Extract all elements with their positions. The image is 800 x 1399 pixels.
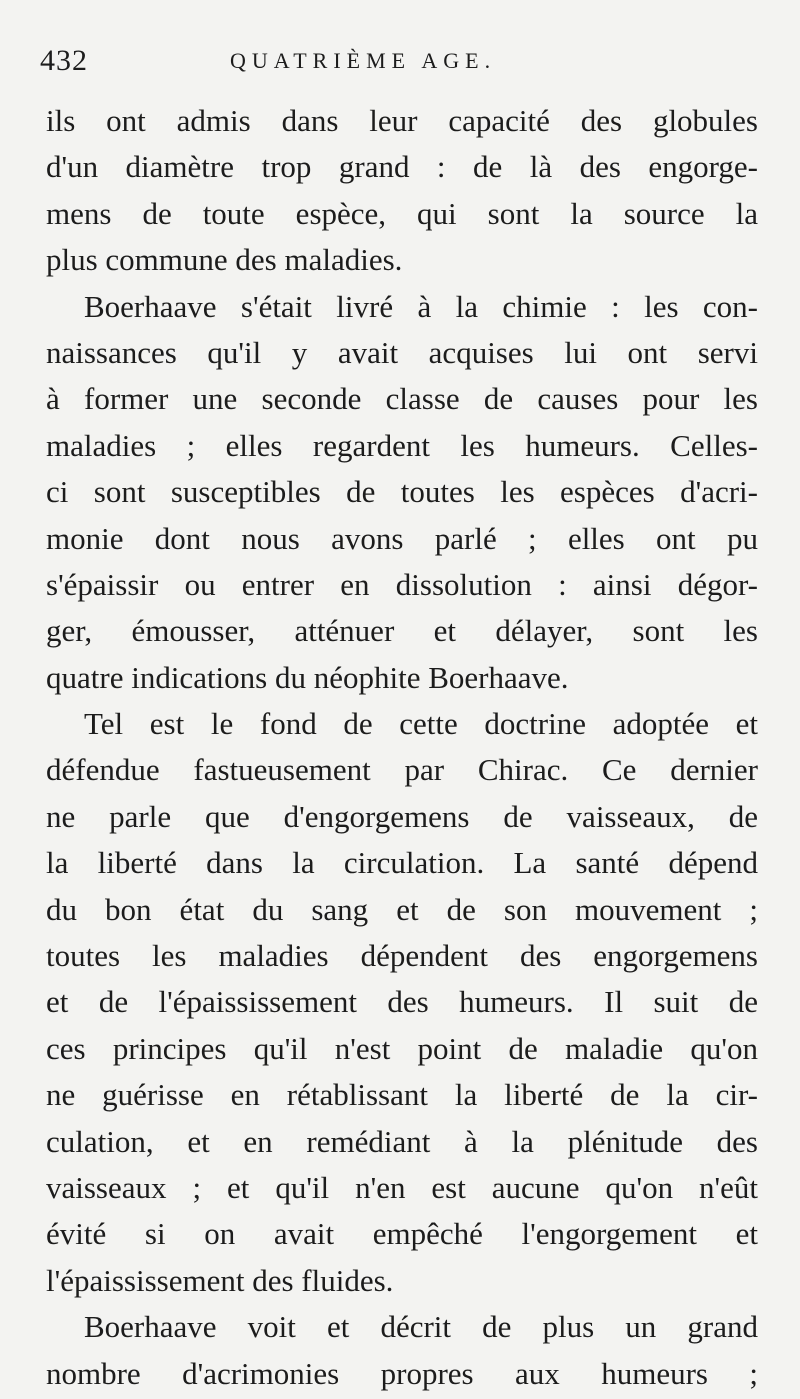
text-line: nombre d'acrimonies propres aux humeurs ;	[46, 1355, 758, 1391]
text-line: quatre indications du néophite Boerhaave.	[46, 659, 569, 695]
text-line: vaisseaux ; et qu'il n'en est aucune qu'on n'eût	[46, 1169, 758, 1205]
text-line: et de l'épaississement des humeurs. Il suit de	[46, 984, 758, 1020]
page-number: 432	[40, 44, 88, 77]
text-line: Boerhaave voit et décrit de plus un grand	[84, 1309, 758, 1345]
text-line: Boerhaave s'était livré à la chimie : les con-	[84, 288, 758, 324]
paragraph	[46, 701, 758, 1304]
text-line: s'épaissir ou entrer en dissolution : ainsi dégor-	[46, 566, 758, 602]
running-title: QUATRIÈME AGE.	[230, 48, 497, 73]
text-line: du bon état du sang et de son mouvement ;	[46, 891, 758, 927]
text-line: maladies ; elles regardent les humeurs. Celles-	[46, 427, 758, 463]
running-head	[40, 34, 760, 84]
paragraph	[46, 284, 758, 702]
text-line: ne parle que d'engorgemens de vaisseaux, de	[46, 798, 758, 834]
text-line: naissances qu'il y avait acquises lui ont servi	[46, 334, 758, 370]
body-text	[46, 98, 758, 1397]
text-line: monie dont nous avons parlé ; elles ont pu	[46, 520, 758, 556]
text-line: d'un diamètre trop grand : de là des engorge-	[46, 149, 758, 185]
text-line: Tel est le fond de cette doctrine adoptée et	[84, 706, 758, 742]
text-line: toutes les maladies dépendent des engorgemens	[46, 938, 758, 974]
text-line: plus commune des maladies.	[46, 242, 403, 278]
text-line: ci sont susceptibles de toutes les espèces d'acri-	[46, 474, 758, 510]
text-line: mens de toute espèce, qui sont la source la	[46, 195, 758, 231]
text-line: défendue fastueusement par Chirac. Ce dernier	[46, 752, 758, 788]
text-line: ger, émousser, atténuer et délayer, sont les	[46, 613, 758, 649]
text-line: l'épaississement des fluides.	[46, 1262, 394, 1298]
paragraph	[46, 1304, 758, 1397]
text-line: ces principes qu'il n'est point de maladie qu'on	[46, 1030, 758, 1066]
text-line: la liberté dans la circulation. La santé dépend	[46, 845, 758, 881]
paragraph	[46, 98, 758, 284]
text-line: ils ont admis dans leur capacité des globules	[46, 103, 758, 138]
text-line: culation, et en remédiant à la plénitude des	[46, 1123, 758, 1159]
text-line: ne guérisse en rétablissant la liberté de la cir-	[46, 1077, 758, 1113]
text-line: évité si on avait empêché l'engorgement et	[46, 1216, 758, 1252]
text-line: à former une seconde classe de causes pour les	[46, 381, 758, 417]
